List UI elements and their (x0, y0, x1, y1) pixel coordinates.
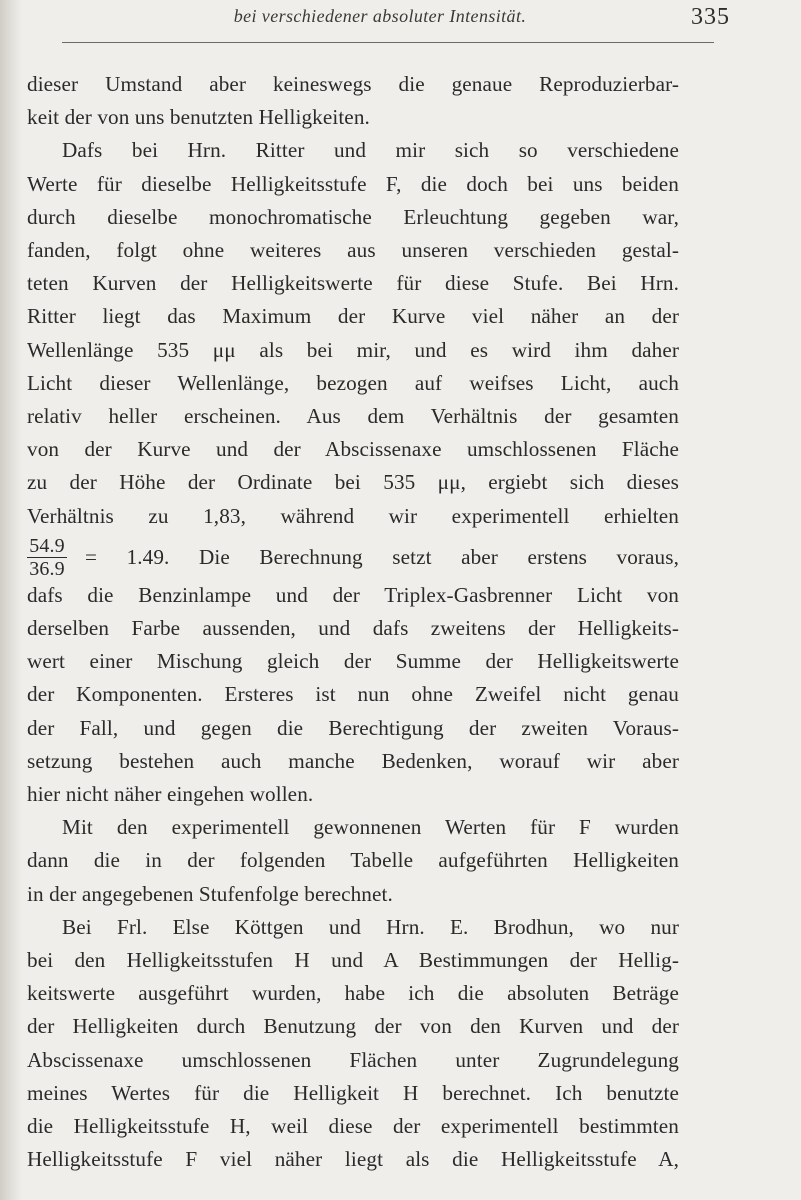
text-line: der Fall, und gegen die Berechtigung der zweiten Voraus- (27, 715, 679, 740)
header-rule (62, 42, 714, 43)
text-line: derselben Farbe aussenden, und dafs zweitens der Helligkeits- (27, 616, 679, 641)
text-line: setzung bestehen auch manche Bedenken, worauf wir aber (27, 748, 679, 773)
text-line: der Komponenten. Ersteres ist nun ohne Zweifel nicht genau (27, 682, 679, 707)
fraction (27, 535, 67, 580)
running-title: bei verschiedener absoluter Intensität. (233, 6, 527, 26)
text-line: die Helligkeitsstufe H, weil diese der experimentell bestimmten (27, 1114, 679, 1139)
page-edge-shadow (0, 0, 22, 1200)
text-line: dafs die Benzinlampe und der Triplex-Gasbrenner Licht von (27, 582, 679, 607)
text-line: durch dieselbe monochromatische Erleuchtung gegeben war, (27, 204, 679, 229)
text-line: Dafs bei Hrn. Ritter und mir sich so verschiedene (62, 138, 679, 163)
text-line: Bei Frl. Else Köttgen und Hrn. E. Brodhun, wo nur (62, 914, 679, 939)
text-line: keit der von uns benutzten Helligkeiten. (27, 105, 370, 130)
text-line: bei den Helligkeitsstufen H und A Bestimmungen der Hellig- (27, 948, 679, 973)
text-line: zu der Höhe der Ordinate bei 535 μμ, ergiebt sich dieses (27, 470, 679, 495)
text-line: Wellenlänge 535 μμ als bei mir, und es wird ihm daher (27, 337, 679, 362)
text-line: Helligkeitsstufe F viel näher liegt als die Helligkeitsstufe A, (27, 1147, 679, 1172)
text-line: Mit den experimentell gewonnenen Werten für F wurden (62, 815, 679, 840)
formula-line (27, 534, 679, 581)
text-line: Ritter liegt das Maximum der Kurve viel näher an der (27, 304, 679, 329)
text-line: relativ heller erscheinen. Aus dem Verhältnis der gesamten (27, 404, 679, 429)
text-line: keitswerte ausgeführt wurden, habe ich die absoluten Beträge (27, 981, 679, 1006)
text-line: Verhältnis zu 1,83, während wir experimentell erhielten (27, 503, 679, 528)
text-line: Werte für dieselbe Helligkeitsstufe F, die doch bei uns beiden (27, 171, 679, 196)
text-line: in der angegebenen Stufenfolge berechnet. (27, 881, 393, 906)
fraction-denominator: 36.9 (29, 557, 65, 580)
body-text (27, 68, 679, 1177)
fraction-numerator: 54.9 (27, 535, 67, 558)
page-header (0, 0, 801, 52)
text-line: wert einer Mischung gleich der Summe der Helligkeitswerte (27, 649, 679, 674)
text-line: Abscissenaxe umschlossenen Flächen unter Zugrundelegung (27, 1047, 679, 1072)
text-line: Licht dieser Wellenlänge, bezogen auf weifses Licht, auch (27, 370, 679, 395)
text-line: dieser Umstand aber keineswegs die genaue Reproduzierbar- (27, 72, 679, 96)
text-line: fanden, folgt ohne weiteres aus unseren verschieden gestal- (27, 238, 679, 263)
text-line: dann die in der folgenden Tabelle aufgeführten Helligkeiten (27, 848, 679, 873)
formula-text: = 1.49. Die Berechnung setzt aber erstens voraus, (85, 544, 679, 569)
text-line: meines Wertes für die Helligkeit H berechnet. Ich benutzte (27, 1080, 679, 1105)
text-line: teten Kurven der Helligkeitswerte für diese Stufe. Bei Hrn. (27, 271, 679, 296)
text-line: der Helligkeiten durch Benutzung der von den Kurven und der (27, 1014, 679, 1039)
text-line: von der Kurve und der Abscissenaxe umschlossenen Fläche (27, 437, 679, 462)
page-number: 335 (691, 4, 730, 30)
text-line: hier nicht näher eingehen wollen. (27, 782, 314, 807)
